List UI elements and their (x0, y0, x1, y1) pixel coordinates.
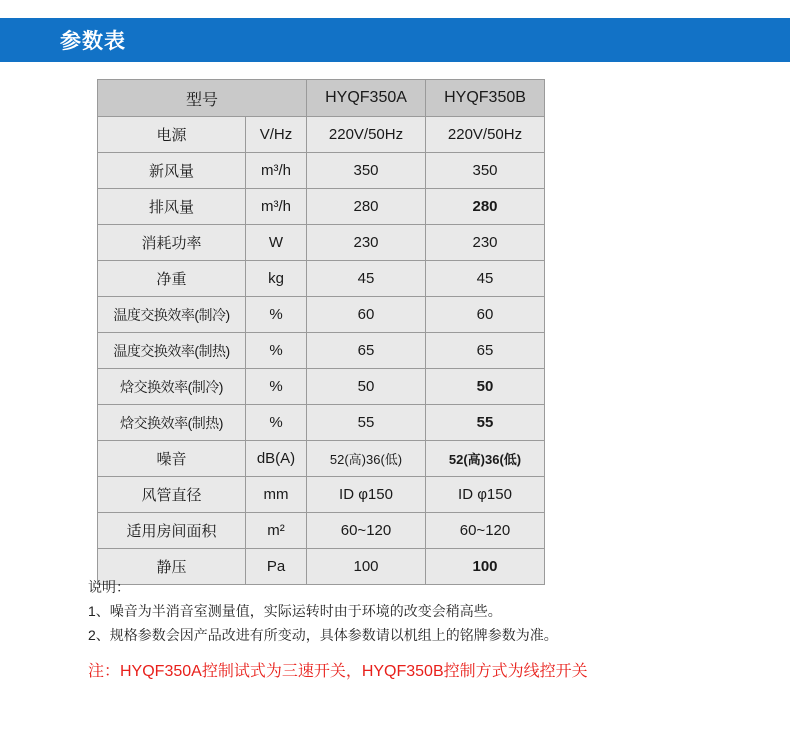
row-unit: Pa (246, 549, 307, 585)
row-value-b: 280 (426, 189, 545, 225)
row-value-b: 45 (426, 261, 545, 297)
row-value-a: 60~120 (307, 513, 426, 549)
row-label: 净重 (98, 261, 246, 297)
row-value-a: 45 (307, 261, 426, 297)
row-value-a: 230 (307, 225, 426, 261)
row-value-b: 60 (426, 297, 545, 333)
note-line-1: 1、噪音为半消音室测量值，实际运转时由于环境的改变会稍高些。 (88, 603, 502, 619)
row-unit: W (246, 225, 307, 261)
row-label: 温度交换效率(制热) (98, 333, 246, 369)
table-row (98, 117, 545, 153)
row-value-a: 280 (307, 189, 426, 225)
row-value-a: 60 (307, 297, 426, 333)
row-label: 电源 (98, 117, 246, 153)
row-unit: % (246, 297, 307, 333)
row-value-b: 100 (426, 549, 545, 585)
row-value-a: 52(高)36(低) (307, 441, 426, 477)
table-row (98, 261, 545, 297)
row-label: 消耗功率 (98, 225, 246, 261)
header-cell-b: HYQF350B (426, 80, 545, 117)
header-cell-a: HYQF350A (307, 80, 426, 117)
table-row (98, 441, 545, 477)
row-value-a: 100 (307, 549, 426, 585)
section-header-bar (0, 18, 790, 62)
row-label: 新风量 (98, 153, 246, 189)
row-label: 焓交换效率(制冷) (98, 369, 246, 405)
row-value-b: 220V/50Hz (426, 117, 545, 153)
table-row (98, 333, 545, 369)
row-label: 温度交换效率(制冷) (98, 297, 246, 333)
row-label: 噪音 (98, 441, 246, 477)
row-value-b: 52(高)36(低) (426, 441, 545, 477)
table-row (98, 477, 545, 513)
table-header-row (98, 80, 545, 117)
notes-title: 说明： (88, 579, 130, 595)
row-value-b: ID φ150 (426, 477, 545, 513)
spec-table-container (97, 79, 545, 585)
row-label: 排风量 (98, 189, 246, 225)
table-row (98, 297, 545, 333)
row-value-a: ID φ150 (307, 477, 426, 513)
row-value-b: 65 (426, 333, 545, 369)
row-label: 风管直径 (98, 477, 246, 513)
row-value-b: 60~120 (426, 513, 545, 549)
row-label: 适用房间面积 (98, 513, 246, 549)
warning-text: 注：HYQF350A控制试式为三速开关，HYQF350B控制方式为线控开关 (88, 663, 588, 680)
table-row (98, 513, 545, 549)
row-value-b: 230 (426, 225, 545, 261)
row-value-a: 50 (307, 369, 426, 405)
row-unit: kg (246, 261, 307, 297)
page-title: 参数表 (60, 30, 126, 53)
row-unit: m³/h (246, 189, 307, 225)
row-label: 静压 (98, 549, 246, 585)
row-value-a: 350 (307, 153, 426, 189)
row-value-b: 55 (426, 405, 545, 441)
header-cell-model: 型号 (98, 80, 307, 117)
row-unit: dB(A) (246, 441, 307, 477)
table-row (98, 405, 545, 441)
row-label: 焓交换效率(制热) (98, 405, 246, 441)
row-value-b: 50 (426, 369, 545, 405)
table-row (98, 369, 545, 405)
row-value-a: 220V/50Hz (307, 117, 426, 153)
row-value-b: 350 (426, 153, 545, 189)
table-row (98, 225, 545, 261)
row-unit: % (246, 369, 307, 405)
spec-table (97, 79, 545, 585)
row-unit: % (246, 405, 307, 441)
table-row (98, 153, 545, 189)
row-value-a: 55 (307, 405, 426, 441)
row-unit: % (246, 333, 307, 369)
row-unit: m³/h (246, 153, 307, 189)
table-row (98, 189, 545, 225)
notes-block (88, 575, 748, 647)
note-line-2: 2、规格参数会因产品改进有所变动，具体参数请以机组上的铭牌参数为准。 (88, 627, 558, 643)
row-unit: m² (246, 513, 307, 549)
row-unit: mm (246, 477, 307, 513)
row-value-a: 65 (307, 333, 426, 369)
row-unit: V/Hz (246, 117, 307, 153)
